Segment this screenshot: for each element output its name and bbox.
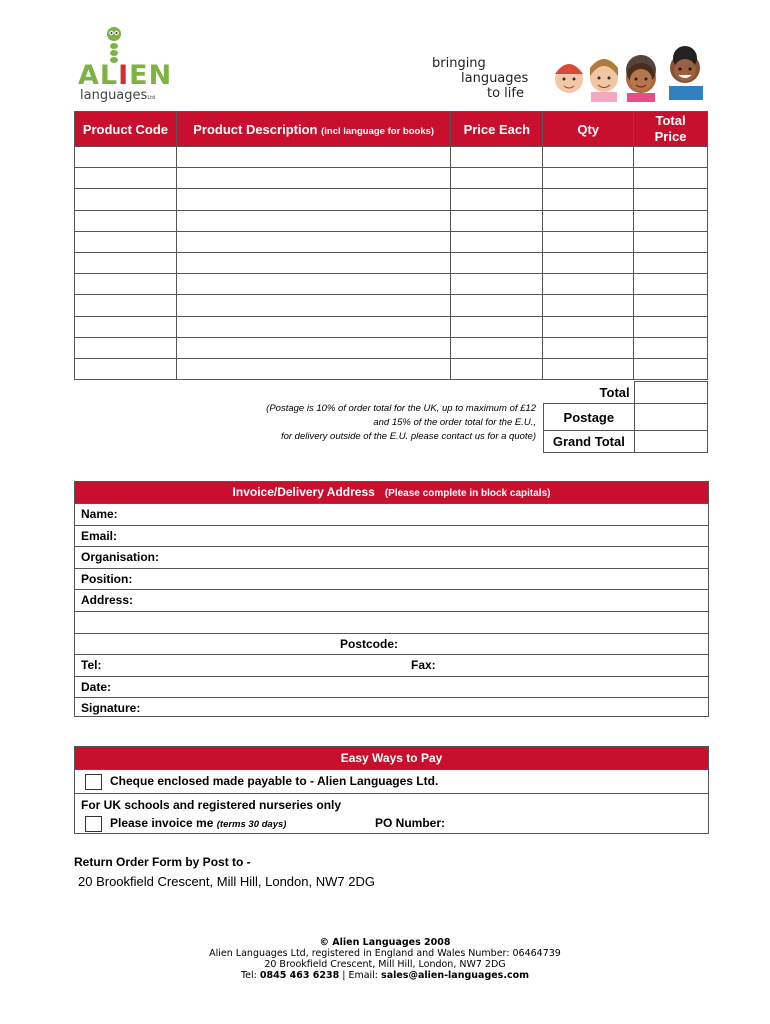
email-field[interactable]: Email:: [75, 525, 708, 547]
address-field[interactable]: Address:: [75, 589, 708, 611]
qty-cell[interactable]: [543, 189, 634, 210]
tagline: bringing languages to life: [432, 56, 529, 101]
child-face-icon: [555, 64, 583, 93]
qty-cell[interactable]: [543, 337, 634, 358]
order-table: [74, 111, 708, 380]
table-row: [75, 295, 708, 316]
child-face-icon: [669, 46, 703, 100]
total-label: Total: [544, 382, 635, 404]
product-code-cell[interactable]: [75, 168, 177, 189]
cheque-option: [75, 769, 708, 793]
contact-line: Tel: 0845 463 6238 | Email: sales@alien-languages.com: [240, 970, 530, 981]
postage-note: (Postage is 10% of order total for the UK, up to maximum of £12 and 15% of the order total for the E.U., for delivery outside of the E.U. please contact us for a quote): [266, 403, 536, 442]
payment-section: [74, 746, 709, 834]
registered-info: Alien Languages Ltd, registered in England and Wales Number: 06464739: [209, 948, 561, 959]
total-price-cell[interactable]: [634, 189, 708, 210]
cheque-checkbox[interactable]: [85, 774, 102, 790]
qty-cell[interactable]: [543, 295, 634, 316]
product-code-cell[interactable]: [75, 358, 177, 379]
qty-cell[interactable]: [543, 252, 634, 273]
position-field[interactable]: Position:: [75, 568, 708, 590]
qty-cell[interactable]: [543, 231, 634, 252]
child-face-icon: [590, 59, 618, 102]
table-row: [75, 231, 708, 252]
alien-logo: [78, 22, 173, 103]
tel-fax-row: [75, 654, 708, 676]
price-each-cell[interactable]: [451, 274, 543, 295]
fax-field[interactable]: Fax:: [411, 658, 436, 673]
description-cell[interactable]: [176, 274, 451, 295]
price-each-cell[interactable]: [451, 252, 543, 273]
total-price-cell[interactable]: [634, 337, 708, 358]
footer-address: 20 Brookfield Crescent, Mill Hill, London, NW7 2DG: [264, 959, 506, 970]
qty-cell[interactable]: [543, 168, 634, 189]
product-code-cell[interactable]: [75, 316, 177, 337]
table-row: [75, 274, 708, 295]
description-cell[interactable]: [176, 358, 451, 379]
address-line-2-field[interactable]: [75, 611, 708, 633]
invoice-checkbox[interactable]: [85, 816, 102, 832]
price-each-cell[interactable]: [451, 210, 543, 231]
postage-label: Postage: [544, 404, 635, 431]
total-price-cell[interactable]: [634, 168, 708, 189]
description-cell[interactable]: [176, 252, 451, 273]
invoice-terms: (terms 30 days): [216, 819, 287, 830]
table-row: [75, 189, 708, 210]
description-cell[interactable]: [176, 168, 451, 189]
total-price-cell[interactable]: [634, 295, 708, 316]
col-total-price: Total Price: [634, 112, 708, 147]
table-row: [75, 147, 708, 168]
postcode-field[interactable]: Postcode:: [340, 636, 399, 651]
footer: [150, 937, 620, 981]
copyright: © Alien Languages 2008: [319, 937, 451, 948]
price-each-cell[interactable]: [451, 147, 543, 168]
organisation-field[interactable]: Organisation:: [75, 546, 708, 568]
product-code-cell[interactable]: [75, 274, 177, 295]
total-price-cell[interactable]: [634, 274, 708, 295]
description-cell[interactable]: [176, 337, 451, 358]
product-code-cell[interactable]: [75, 252, 177, 273]
grand-total-field[interactable]: [634, 431, 707, 453]
return-title: Return Order Form by Post to -: [74, 855, 251, 869]
col-qty: Qty: [543, 112, 634, 147]
price-each-cell[interactable]: [451, 295, 543, 316]
price-each-cell[interactable]: [451, 189, 543, 210]
order-table-header: [75, 112, 708, 147]
description-cell[interactable]: [176, 210, 451, 231]
uk-schools-label: For UK schools and registered nurseries only: [81, 798, 342, 812]
product-code-cell[interactable]: [75, 210, 177, 231]
qty-cell[interactable]: [543, 316, 634, 337]
children-photo: [547, 46, 717, 104]
description-cell[interactable]: [176, 147, 451, 168]
logo-subtitle: languagesLtd: [80, 88, 156, 103]
invoice-label: Please invoice me: [110, 816, 214, 830]
description-cell[interactable]: [176, 189, 451, 210]
logo-wordmark: ALIEN: [78, 60, 173, 91]
total-price-cell[interactable]: [634, 210, 708, 231]
address-header: Invoice/Delivery Address (Please complete in block capitals): [75, 482, 708, 503]
qty-cell[interactable]: [543, 274, 634, 295]
price-each-cell[interactable]: [451, 337, 543, 358]
total-price-cell[interactable]: [634, 358, 708, 379]
po-number-field[interactable]: PO Number:: [375, 816, 446, 830]
qty-cell[interactable]: [543, 210, 634, 231]
totals-table: [543, 381, 708, 453]
return-address: 20 Brookfield Crescent, Mill Hill, London, NW7 2DG: [78, 874, 375, 889]
payment-header: Easy Ways to Pay: [75, 747, 708, 769]
price-each-cell[interactable]: [451, 358, 543, 379]
description-cell[interactable]: [176, 316, 451, 337]
total-price-cell[interactable]: [634, 231, 708, 252]
price-each-cell[interactable]: [451, 316, 543, 337]
col-price-each: Price Each: [451, 112, 543, 147]
date-field[interactable]: Date:: [75, 676, 708, 698]
qty-cell[interactable]: [543, 147, 634, 168]
total-price-cell[interactable]: [634, 316, 708, 337]
col-product-code: Product Code: [75, 112, 177, 147]
table-row: [75, 252, 708, 273]
total-field[interactable]: [634, 382, 707, 404]
table-row: [75, 316, 708, 337]
table-row: [75, 168, 708, 189]
product-code-cell[interactable]: [75, 295, 177, 316]
name-field[interactable]: Name:: [75, 503, 708, 525]
cheque-label: Cheque enclosed made payable to - Alien Languages Ltd.: [110, 774, 439, 788]
price-each-cell[interactable]: [451, 231, 543, 252]
qty-cell[interactable]: [543, 358, 634, 379]
order-rows: [75, 147, 708, 380]
signature-field[interactable]: Signature:: [75, 697, 708, 719]
product-code-cell[interactable]: [75, 337, 177, 358]
price-each-cell[interactable]: [451, 168, 543, 189]
table-row: [75, 358, 708, 379]
product-code-cell[interactable]: [75, 189, 177, 210]
product-code-cell[interactable]: [75, 231, 177, 252]
address-section: [74, 481, 709, 717]
col-product-description: Product Description (incl language for books): [176, 112, 451, 147]
table-row: [75, 210, 708, 231]
invoice-option: [75, 793, 708, 834]
description-cell[interactable]: [176, 295, 451, 316]
postcode-row: [75, 633, 708, 655]
table-row: [75, 337, 708, 358]
description-cell[interactable]: [176, 231, 451, 252]
product-code-cell[interactable]: [75, 147, 177, 168]
grand-total-label: Grand Total: [544, 431, 635, 453]
postage-field[interactable]: [634, 404, 707, 431]
child-face-icon: [626, 55, 656, 102]
total-price-cell[interactable]: [634, 147, 708, 168]
tel-field[interactable]: Tel:: [81, 658, 102, 673]
total-price-cell[interactable]: [634, 252, 708, 273]
